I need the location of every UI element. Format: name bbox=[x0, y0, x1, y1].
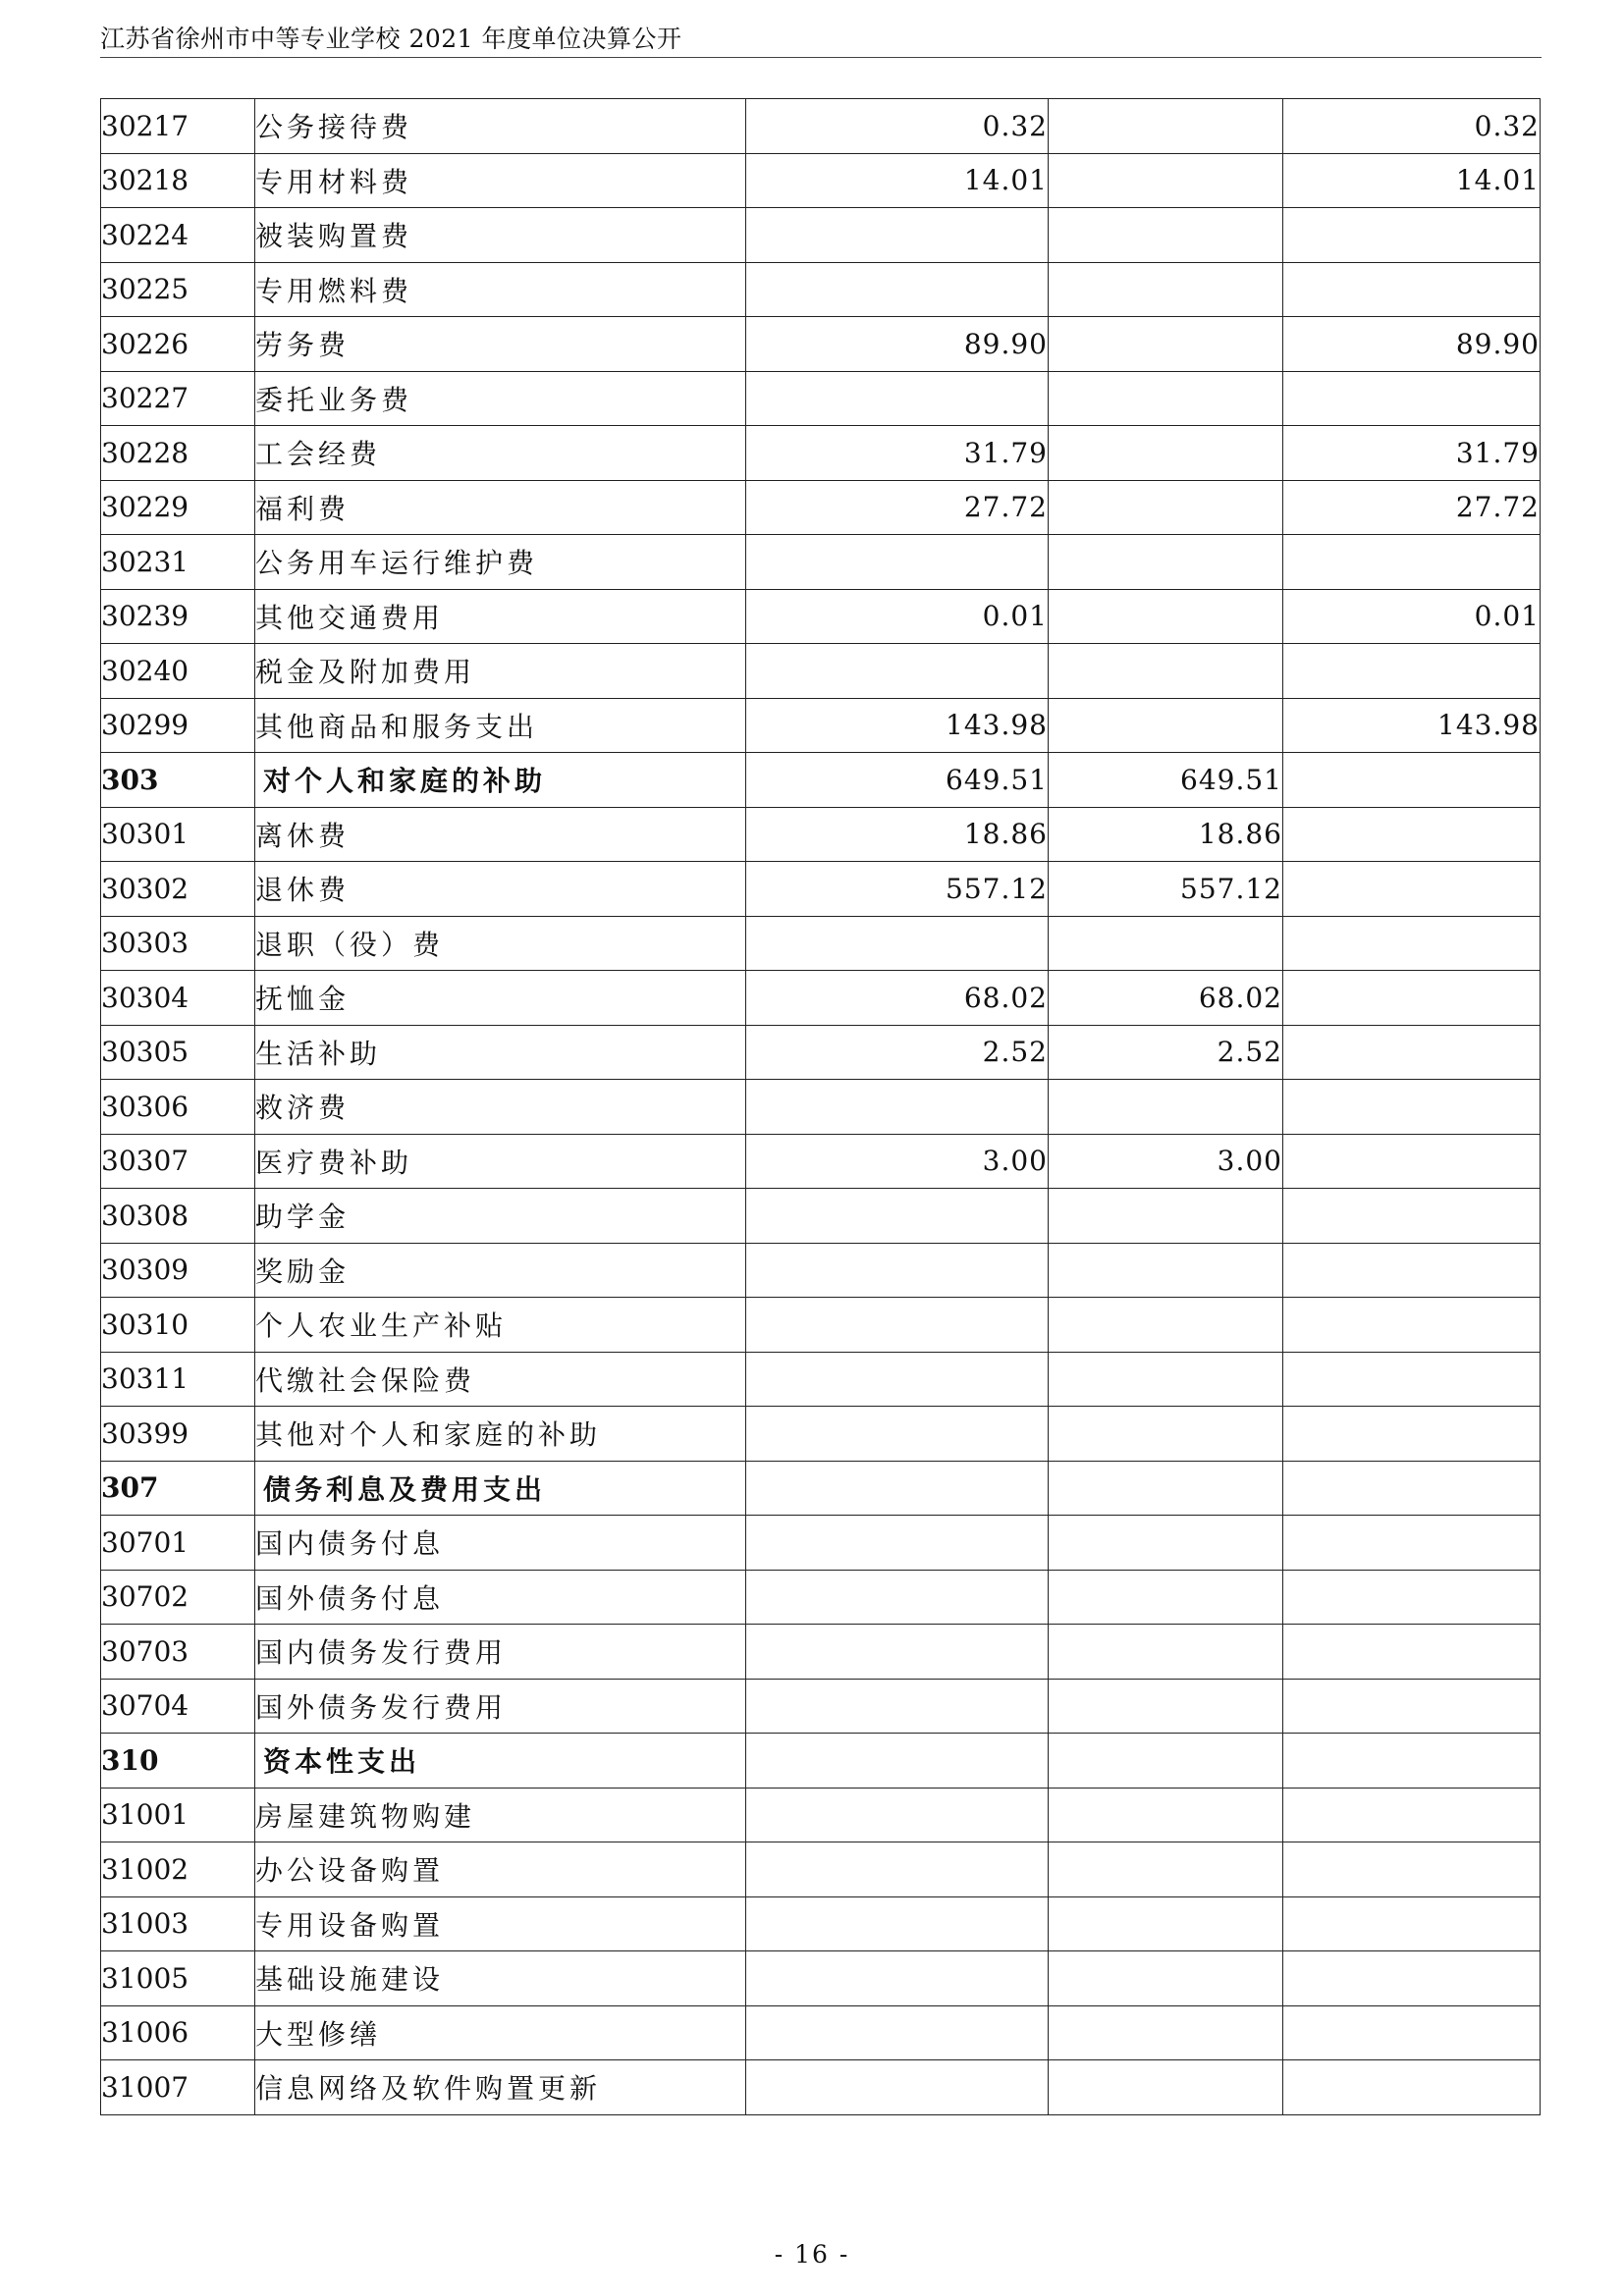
project-expenditure-cell bbox=[1283, 1679, 1541, 1734]
account-code-cell: 30231 bbox=[101, 535, 255, 590]
account-name-cell: 专用燃料费 bbox=[255, 262, 746, 317]
basic-expenditure-cell bbox=[1049, 2005, 1283, 2060]
total-amount-cell: 18.86 bbox=[746, 807, 1049, 862]
project-expenditure-cell bbox=[1283, 2060, 1541, 2115]
page-number: - 16 - bbox=[774, 2240, 850, 2269]
account-name-cell: 工会经费 bbox=[255, 426, 746, 481]
basic-expenditure-cell bbox=[1049, 589, 1283, 644]
project-expenditure-cell bbox=[1283, 753, 1541, 808]
basic-expenditure-cell bbox=[1049, 1896, 1283, 1951]
account-code-cell: 30226 bbox=[101, 317, 255, 372]
account-code-cell: 30703 bbox=[101, 1625, 255, 1680]
project-expenditure-cell bbox=[1283, 1298, 1541, 1353]
account-name-cell: 委托业务费 bbox=[255, 371, 746, 426]
total-amount-cell bbox=[746, 1951, 1049, 2006]
project-expenditure-cell bbox=[1283, 971, 1541, 1026]
basic-expenditure-cell bbox=[1049, 1734, 1283, 1789]
account-name-cell: 大型修缮 bbox=[255, 2005, 746, 2060]
basic-expenditure-cell: 18.86 bbox=[1049, 807, 1283, 862]
page-header-title: 江苏省徐州市中等专业学校 2021 年度单位决算公开 bbox=[100, 25, 682, 53]
account-code-cell: 30307 bbox=[101, 1134, 255, 1189]
table-row bbox=[101, 1407, 1541, 1462]
table-row bbox=[101, 698, 1541, 753]
category-row bbox=[101, 1734, 1541, 1789]
basic-expenditure-cell bbox=[1049, 317, 1283, 372]
table-row bbox=[101, 1951, 1541, 2006]
total-amount-cell: 649.51 bbox=[746, 753, 1049, 808]
account-name-cell: 基础设施建设 bbox=[255, 1951, 746, 2006]
project-expenditure-cell bbox=[1283, 1025, 1541, 1080]
basic-expenditure-cell bbox=[1049, 371, 1283, 426]
account-code-cell: 30217 bbox=[101, 99, 255, 154]
basic-expenditure-cell bbox=[1049, 1951, 1283, 2006]
project-expenditure-cell bbox=[1283, 1080, 1541, 1135]
account-code-cell: 30701 bbox=[101, 1516, 255, 1571]
account-code-cell: 30224 bbox=[101, 208, 255, 263]
account-name-cell: 福利费 bbox=[255, 480, 746, 535]
project-expenditure-cell bbox=[1283, 1189, 1541, 1244]
account-code-cell: 30311 bbox=[101, 1352, 255, 1407]
project-expenditure-cell: 31.79 bbox=[1283, 426, 1541, 481]
table-row bbox=[101, 153, 1541, 208]
table-row bbox=[101, 1298, 1541, 1353]
account-name-cell: 其他交通费用 bbox=[255, 589, 746, 644]
basic-expenditure-cell bbox=[1049, 1352, 1283, 1407]
table-row bbox=[101, 1080, 1541, 1135]
table-row bbox=[101, 208, 1541, 263]
account-name-cell: 抚恤金 bbox=[255, 971, 746, 1026]
account-name-cell: 医疗费补助 bbox=[255, 1134, 746, 1189]
account-code-cell: 31005 bbox=[101, 1951, 255, 2006]
total-amount-cell bbox=[746, 1679, 1049, 1734]
account-name-cell: 信息网络及软件购置更新 bbox=[255, 2060, 746, 2115]
total-amount-cell: 68.02 bbox=[746, 971, 1049, 1026]
account-name-cell: 公务用车运行维护费 bbox=[255, 535, 746, 590]
total-amount-cell: 557.12 bbox=[746, 862, 1049, 917]
table-row bbox=[101, 1025, 1541, 1080]
total-amount-cell: 14.01 bbox=[746, 153, 1049, 208]
account-name-cell: 退休费 bbox=[255, 862, 746, 917]
project-expenditure-cell: 14.01 bbox=[1283, 153, 1541, 208]
total-amount-cell: 143.98 bbox=[746, 698, 1049, 753]
table-row bbox=[101, 1842, 1541, 1897]
account-name-cell: 其他商品和服务支出 bbox=[255, 698, 746, 753]
account-name-cell: 国外债务发行费用 bbox=[255, 1679, 746, 1734]
account-code-cell: 30239 bbox=[101, 589, 255, 644]
account-code-cell: 31006 bbox=[101, 2005, 255, 2060]
table-row bbox=[101, 971, 1541, 1026]
basic-expenditure-cell bbox=[1049, 1570, 1283, 1625]
account-name-cell: 税金及附加费用 bbox=[255, 644, 746, 699]
table-row bbox=[101, 1516, 1541, 1571]
table-row bbox=[101, 426, 1541, 481]
category-row bbox=[101, 753, 1541, 808]
table-row bbox=[101, 1570, 1541, 1625]
basic-expenditure-cell: 68.02 bbox=[1049, 971, 1283, 1026]
table-row bbox=[101, 644, 1541, 699]
account-code-cell: 31003 bbox=[101, 1896, 255, 1951]
basic-expenditure-cell bbox=[1049, 644, 1283, 699]
account-code-cell: 30218 bbox=[101, 153, 255, 208]
account-code-cell: 30309 bbox=[101, 1243, 255, 1298]
total-amount-cell bbox=[746, 208, 1049, 263]
project-expenditure-cell: 27.72 bbox=[1283, 480, 1541, 535]
project-expenditure-cell bbox=[1283, 1461, 1541, 1516]
project-expenditure-cell bbox=[1283, 1407, 1541, 1462]
basic-expenditure-cell bbox=[1049, 535, 1283, 590]
basic-expenditure-cell bbox=[1049, 153, 1283, 208]
total-amount-cell bbox=[746, 1352, 1049, 1407]
table-row bbox=[101, 317, 1541, 372]
account-name-cell: 退职（役）费 bbox=[255, 916, 746, 971]
account-code-cell: 30704 bbox=[101, 1679, 255, 1734]
account-code-cell: 30702 bbox=[101, 1570, 255, 1625]
total-amount-cell: 0.32 bbox=[746, 99, 1049, 154]
table-row bbox=[101, 1243, 1541, 1298]
project-expenditure-cell bbox=[1283, 644, 1541, 699]
total-amount-cell bbox=[746, 1461, 1049, 1516]
basic-expenditure-cell bbox=[1049, 1080, 1283, 1135]
table-row bbox=[101, 99, 1541, 154]
project-expenditure-cell bbox=[1283, 1352, 1541, 1407]
account-name-cell: 资本性支出 bbox=[255, 1734, 746, 1789]
basic-expenditure-cell bbox=[1049, 99, 1283, 154]
account-name-cell: 被装购置费 bbox=[255, 208, 746, 263]
total-amount-cell bbox=[746, 262, 1049, 317]
account-name-cell: 国外债务付息 bbox=[255, 1570, 746, 1625]
total-amount-cell bbox=[746, 2005, 1049, 2060]
total-amount-cell bbox=[746, 1570, 1049, 1625]
account-name-cell: 国内债务发行费用 bbox=[255, 1625, 746, 1680]
expenditure-table bbox=[100, 98, 1541, 2115]
account-code-cell: 30310 bbox=[101, 1298, 255, 1353]
table-row bbox=[101, 1679, 1541, 1734]
project-expenditure-cell bbox=[1283, 208, 1541, 263]
total-amount-cell bbox=[746, 1080, 1049, 1135]
basic-expenditure-cell bbox=[1049, 698, 1283, 753]
project-expenditure-cell: 143.98 bbox=[1283, 698, 1541, 753]
total-amount-cell bbox=[746, 1734, 1049, 1789]
account-code-cell: 30240 bbox=[101, 644, 255, 699]
total-amount-cell bbox=[746, 371, 1049, 426]
basic-expenditure-cell bbox=[1049, 1243, 1283, 1298]
basic-expenditure-cell bbox=[1049, 2060, 1283, 2115]
basic-expenditure-cell bbox=[1049, 1461, 1283, 1516]
project-expenditure-cell bbox=[1283, 2005, 1541, 2060]
expenditure-table-body bbox=[101, 99, 1541, 2115]
project-expenditure-cell bbox=[1283, 371, 1541, 426]
project-expenditure-cell bbox=[1283, 535, 1541, 590]
total-amount-cell bbox=[746, 1298, 1049, 1353]
table-row bbox=[101, 535, 1541, 590]
account-name-cell: 奖励金 bbox=[255, 1243, 746, 1298]
basic-expenditure-cell bbox=[1049, 1516, 1283, 1571]
table-row bbox=[101, 371, 1541, 426]
table-row bbox=[101, 1134, 1541, 1189]
table-row bbox=[101, 807, 1541, 862]
account-code-cell: 30228 bbox=[101, 426, 255, 481]
account-name-cell: 公务接待费 bbox=[255, 99, 746, 154]
account-code-cell: 31007 bbox=[101, 2060, 255, 2115]
total-amount-cell bbox=[746, 1189, 1049, 1244]
project-expenditure-cell bbox=[1283, 1951, 1541, 2006]
account-name-cell: 办公设备购置 bbox=[255, 1842, 746, 1897]
account-code-cell: 30306 bbox=[101, 1080, 255, 1135]
basic-expenditure-cell bbox=[1049, 916, 1283, 971]
table-row bbox=[101, 1788, 1541, 1842]
total-amount-cell: 89.90 bbox=[746, 317, 1049, 372]
basic-expenditure-cell bbox=[1049, 426, 1283, 481]
project-expenditure-cell: 89.90 bbox=[1283, 317, 1541, 372]
account-name-cell: 国内债务付息 bbox=[255, 1516, 746, 1571]
project-expenditure-cell bbox=[1283, 1243, 1541, 1298]
total-amount-cell: 31.79 bbox=[746, 426, 1049, 481]
project-expenditure-cell bbox=[1283, 916, 1541, 971]
account-code-cell: 31001 bbox=[101, 1788, 255, 1842]
category-row bbox=[101, 1461, 1541, 1516]
project-expenditure-cell bbox=[1283, 807, 1541, 862]
account-name-cell: 个人农业生产补贴 bbox=[255, 1298, 746, 1353]
table-row bbox=[101, 916, 1541, 971]
basic-expenditure-cell bbox=[1049, 262, 1283, 317]
account-name-cell: 债务利息及费用支出 bbox=[255, 1461, 746, 1516]
table-row bbox=[101, 262, 1541, 317]
account-name-cell: 救济费 bbox=[255, 1080, 746, 1135]
project-expenditure-cell bbox=[1283, 262, 1541, 317]
project-expenditure-cell bbox=[1283, 1788, 1541, 1842]
project-expenditure-cell bbox=[1283, 1625, 1541, 1680]
project-expenditure-cell bbox=[1283, 862, 1541, 917]
account-name-cell: 对个人和家庭的补助 bbox=[255, 753, 746, 808]
account-code-cell: 30299 bbox=[101, 698, 255, 753]
account-name-cell: 劳务费 bbox=[255, 317, 746, 372]
total-amount-cell: 0.01 bbox=[746, 589, 1049, 644]
total-amount-cell bbox=[746, 535, 1049, 590]
table-row bbox=[101, 1625, 1541, 1680]
account-name-cell: 助学金 bbox=[255, 1189, 746, 1244]
project-expenditure-cell bbox=[1283, 1134, 1541, 1189]
basic-expenditure-cell bbox=[1049, 1407, 1283, 1462]
total-amount-cell bbox=[746, 1788, 1049, 1842]
basic-expenditure-cell bbox=[1049, 1189, 1283, 1244]
project-expenditure-cell bbox=[1283, 1734, 1541, 1789]
account-name-cell: 代缴社会保险费 bbox=[255, 1352, 746, 1407]
account-code-cell: 30229 bbox=[101, 480, 255, 535]
account-code-cell: 31002 bbox=[101, 1842, 255, 1897]
total-amount-cell bbox=[746, 1896, 1049, 1951]
account-name-cell: 离休费 bbox=[255, 807, 746, 862]
table-row bbox=[101, 1896, 1541, 1951]
basic-expenditure-cell: 3.00 bbox=[1049, 1134, 1283, 1189]
account-code-cell: 30304 bbox=[101, 971, 255, 1026]
basic-expenditure-cell bbox=[1049, 1788, 1283, 1842]
account-name-cell: 房屋建筑物购建 bbox=[255, 1788, 746, 1842]
total-amount-cell bbox=[746, 1407, 1049, 1462]
total-amount-cell bbox=[746, 1516, 1049, 1571]
total-amount-cell: 27.72 bbox=[746, 480, 1049, 535]
basic-expenditure-cell: 649.51 bbox=[1049, 753, 1283, 808]
account-name-cell: 生活补助 bbox=[255, 1025, 746, 1080]
basic-expenditure-cell bbox=[1049, 1842, 1283, 1897]
account-name-cell: 专用材料费 bbox=[255, 153, 746, 208]
total-amount-cell bbox=[746, 2060, 1049, 2115]
total-amount-cell bbox=[746, 1842, 1049, 1897]
table-row bbox=[101, 1189, 1541, 1244]
project-expenditure-cell bbox=[1283, 1570, 1541, 1625]
total-amount-cell bbox=[746, 1243, 1049, 1298]
table-row bbox=[101, 2005, 1541, 2060]
account-code-cell: 30399 bbox=[101, 1407, 255, 1462]
project-expenditure-cell: 0.01 bbox=[1283, 589, 1541, 644]
account-code-cell: 30302 bbox=[101, 862, 255, 917]
basic-expenditure-cell: 557.12 bbox=[1049, 862, 1283, 917]
basic-expenditure-cell bbox=[1049, 1298, 1283, 1353]
project-expenditure-cell bbox=[1283, 1842, 1541, 1897]
table-row bbox=[101, 2060, 1541, 2115]
table-row bbox=[101, 589, 1541, 644]
account-code-cell: 303 bbox=[101, 753, 255, 808]
account-code-cell: 310 bbox=[101, 1734, 255, 1789]
table-row bbox=[101, 1352, 1541, 1407]
account-name-cell: 其他对个人和家庭的补助 bbox=[255, 1407, 746, 1462]
total-amount-cell bbox=[746, 644, 1049, 699]
account-code-cell: 30308 bbox=[101, 1189, 255, 1244]
account-name-cell: 专用设备购置 bbox=[255, 1896, 746, 1951]
total-amount-cell bbox=[746, 916, 1049, 971]
account-code-cell: 30305 bbox=[101, 1025, 255, 1080]
account-code-cell: 30301 bbox=[101, 807, 255, 862]
account-code-cell: 307 bbox=[101, 1461, 255, 1516]
account-code-cell: 30225 bbox=[101, 262, 255, 317]
table-row bbox=[101, 480, 1541, 535]
account-code-cell: 30227 bbox=[101, 371, 255, 426]
basic-expenditure-cell: 2.52 bbox=[1049, 1025, 1283, 1080]
account-code-cell: 30303 bbox=[101, 916, 255, 971]
total-amount-cell: 2.52 bbox=[746, 1025, 1049, 1080]
project-expenditure-cell bbox=[1283, 1896, 1541, 1951]
basic-expenditure-cell bbox=[1049, 480, 1283, 535]
basic-expenditure-cell bbox=[1049, 1679, 1283, 1734]
total-amount-cell bbox=[746, 1625, 1049, 1680]
total-amount-cell: 3.00 bbox=[746, 1134, 1049, 1189]
header-divider bbox=[100, 57, 1542, 58]
table-row bbox=[101, 862, 1541, 917]
project-expenditure-cell bbox=[1283, 1516, 1541, 1571]
basic-expenditure-cell bbox=[1049, 208, 1283, 263]
project-expenditure-cell: 0.32 bbox=[1283, 99, 1541, 154]
basic-expenditure-cell bbox=[1049, 1625, 1283, 1680]
